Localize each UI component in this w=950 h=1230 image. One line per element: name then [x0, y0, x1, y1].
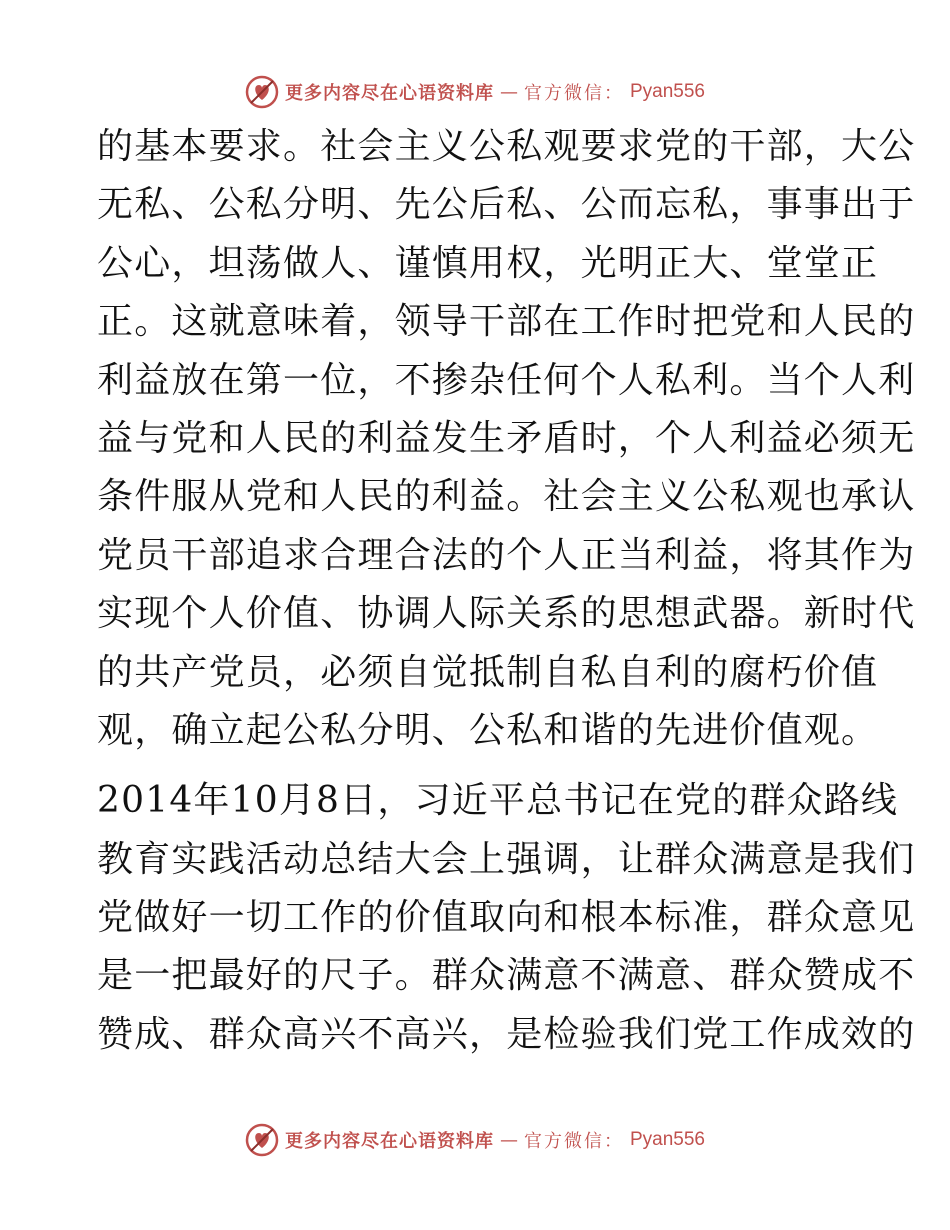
watermark-label: 官方微信： — [523, 1131, 624, 1152]
watermark-main-text: 更多内容尽在心语资料库 — [284, 1131, 494, 1152]
text-line: 的基本要求。社会主义公私观要求党的干部，大公 — [97, 126, 916, 167]
footer-watermark — [0, 1120, 950, 1160]
text-line: 的共产党员，必须自觉抵制自私自利的腐朽价值 — [97, 651, 879, 693]
watermark-main-text: 更多内容尽在心语资料库 — [284, 83, 494, 104]
text-line: 党做好一切工作的价值取向和根本标准，群众意见 — [97, 897, 916, 939]
text-line: 正。这就意味着，领导干部在工作时把党和人民的 — [97, 301, 916, 343]
text-line: 2014年10月8日，习近平总书记在党的群众路线 — [97, 780, 899, 822]
text-line: 党员干部追求合理合法的个人正当利益，将其作为 — [97, 534, 916, 576]
text-line: 益与党和人民的利益发生矛盾时，个人利益必须无 — [97, 417, 916, 459]
paragraph-gap — [97, 760, 857, 772]
text-line: 无私、公私分明、先公后私、公而忘私，事事出于 — [97, 184, 916, 226]
heart-logo-icon — [245, 75, 279, 109]
text-line: 公心，坦荡做人、谨慎用权，光明正大、堂堂正 — [97, 242, 879, 284]
paragraph — [97, 772, 916, 1064]
watermark-wechat-id: Pyan556 — [629, 81, 705, 102]
text-line: 赞成、群众高兴不高兴，是检验我们党工作成效的 — [97, 1013, 916, 1055]
text-line: 观，确立起公私分明、公私和谐的先进价值观。 — [97, 709, 879, 751]
watermark-label: 官方微信： — [523, 83, 624, 104]
watermark-wechat-id: Pyan556 — [629, 1129, 705, 1150]
text-line: 利益放在第一位，不掺杂任何个人私利。当个人利 — [97, 359, 916, 401]
text-line: 实现个人价值、协调人际关系的思想武器。新时代 — [97, 593, 916, 635]
paragraph — [97, 118, 916, 760]
watermark-dash: — — [499, 81, 518, 103]
text-line: 是一把最好的尺子。群众满意不满意、群众赞成不 — [97, 955, 916, 997]
heart-logo-icon — [245, 1123, 279, 1157]
watermark-dash: — — [499, 1129, 518, 1151]
document-body — [97, 118, 916, 1064]
text-line: 条件服从党和人民的利益。社会主义公私观也承认 — [97, 476, 916, 518]
text-line: 教育实践活动总结大会上强调，让群众满意是我们 — [97, 838, 916, 880]
header-watermark — [0, 72, 950, 112]
